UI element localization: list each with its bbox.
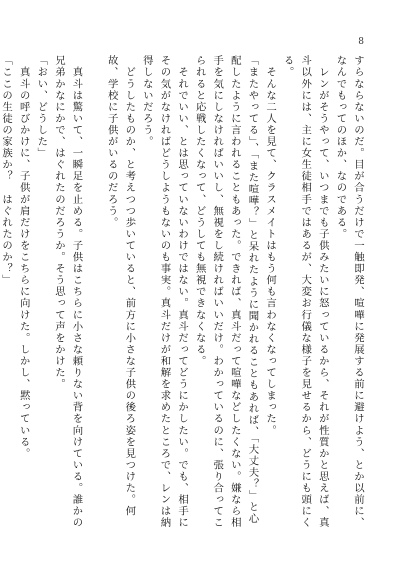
- dialogue-line: 「ここの生徒の家族か？ はぐれたのか？」: [0, 55, 13, 286]
- page-number: 8: [358, 37, 364, 47]
- paragraph: 真斗の呼びかけに、子供が肩だけをこちらに向けた。しかし、黙っている。: [17, 55, 30, 460]
- paragraph: 真斗は驚いて、一瞬足を止める。子供はこちらに小さな頼りない背を向けている。誰かの兄弟かなにかで、はぐれたのだろうか。そう思って声をかけた。: [52, 55, 83, 529]
- paragraph: すらならないのだ。目が合うだけで一触即発、喧嘩に発展する前に避けよう、とか以前に、なんでもってのほか、なのである。: [334, 55, 364, 529]
- paragraph: そんな二人を見て、クラスメイトはもう何も言わなくなってしまった。: [264, 55, 277, 437]
- section-break: [85, 55, 103, 535]
- paragraph: それでいい、とは思っていないわけではない。真斗だってどうにかしたい。でも、相手にその気がなければどうしようもないのも事実。真斗だけが和解を求めたところで、レンは納得しないだろう。: [140, 55, 189, 529]
- paragraph: どうしたものか、と考えつつ歩いていると、前方に小さな子供の後ろ姿を見つけた。何故、学校に子供がいるのだろう。: [105, 55, 136, 517]
- paragraph: 「またやってる」、「また喧嘩？」と呆れたように聞かれることもあれば、「大丈夫？」と心配したように言われることもあった。できれば、真斗だって喧嘩などしたくない。嫌なら相手を気にしなければいいし、無視をし続ければいいだけ。わかっているのに、張り合ってこられると応戦したくなって、どうしても無視できなくなる。: [193, 55, 259, 529]
- paragraph: レンがそうやって、いつまでも子供みたいに怒っているから、それが性質かと思えば、真斗以外には、主に女生徒相手ではあるが、大変お行儀な様子を見せるから、どうにも頭にくる。: [281, 55, 329, 529]
- vertical-text-body: [0, 55, 366, 535]
- dialogue-line: 「おい、どうした」: [35, 55, 48, 159]
